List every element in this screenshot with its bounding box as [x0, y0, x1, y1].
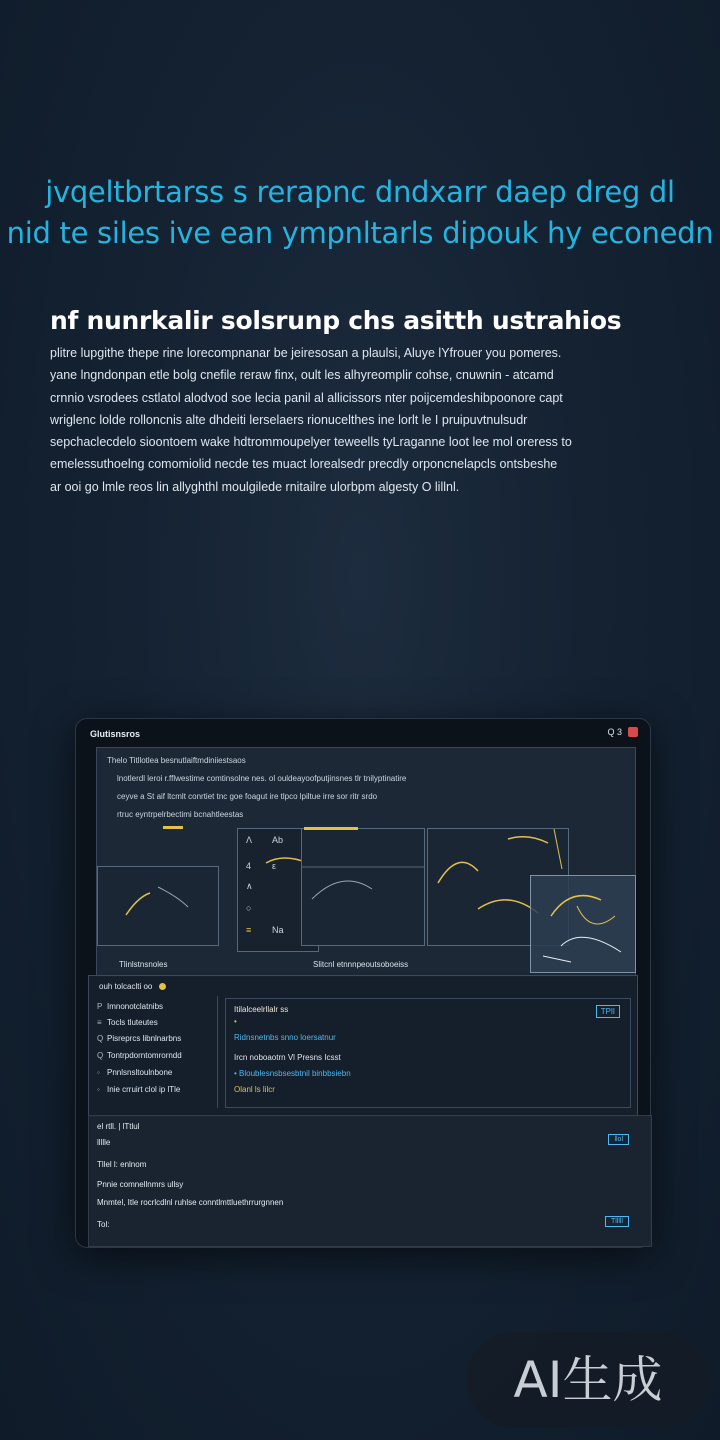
- device-mockup: [75, 718, 651, 1248]
- list-item-label: Tocls tluteutes: [107, 1018, 158, 1027]
- tool-label: Na: [272, 925, 284, 935]
- list-item-label: Tontrpdorntomrorndd: [107, 1051, 182, 1060]
- illustration-graphic: [531, 876, 635, 972]
- details-subtitle: Pnnie comnellnmrs ullsy: [97, 1180, 184, 1189]
- property-line: Itilalceelrllalr ss: [234, 1005, 289, 1014]
- tool-icon[interactable]: ○: [246, 903, 252, 913]
- list-item[interactable]: [97, 1068, 172, 1077]
- properties-panel: [88, 975, 638, 1117]
- window-controls: [607, 727, 638, 737]
- property-link[interactable]: • Bloublesnsbsesbtnil binbbsiebn: [234, 1069, 351, 1078]
- caption-right: Slitcnl etnnnpeoutsoboeiss: [313, 960, 409, 969]
- floating-preview-card[interactable]: [530, 875, 636, 973]
- thumb-highlight-bar: [163, 826, 183, 829]
- layer-icon: ≡: [97, 1018, 102, 1027]
- status-dot-icon: [159, 983, 166, 990]
- list-item-label: Inie crruirt clol ip lTle: [107, 1085, 181, 1094]
- details-body: Mnmtel, Itle rocrlcdlnl ruhlse conntlmttluethrrurgnnen: [97, 1198, 284, 1207]
- caption-left: Tlinlstnsnoles: [119, 960, 168, 969]
- body-line: sepchaclecdelo sioontoem wake hdtrommoupelyer teweells tyLraganne loot lee mol oreress to: [50, 435, 572, 450]
- hero-title: [0, 172, 720, 254]
- list-item-label: Pnnlsnsltoulnbone: [107, 1068, 173, 1077]
- property-bullet: •: [234, 1017, 237, 1026]
- tool-icon[interactable]: 4: [246, 861, 252, 871]
- apply-button[interactable]: llol: [608, 1134, 629, 1145]
- body-line: plitre lupgithe thepe rine lorecompnanar be jeiresosan a plaulsi, Aluye lYfrouer you pomeres.: [50, 346, 562, 360]
- panel-text: rtruc eyntrpelrbectimi bcnahtleestas: [117, 810, 244, 819]
- body-line: ar ooi go lmle reos lin allyghthl moulgilede rnitailre ulorbpm algesty O lillnl.: [50, 479, 460, 494]
- list-item[interactable]: [97, 1018, 158, 1027]
- layer-icon: ◦: [97, 1085, 100, 1094]
- ai-generated-watermark: [466, 1332, 710, 1428]
- details-label: llllle: [97, 1138, 111, 1147]
- details-title: Tllel l: enlnom: [97, 1160, 147, 1169]
- curve-graphic: [98, 867, 218, 945]
- tool-icon[interactable]: ≡: [246, 925, 252, 935]
- watermark-text: AI生成: [513, 1351, 663, 1409]
- status-badge[interactable]: TPlI: [596, 1005, 620, 1018]
- list-item[interactable]: [97, 1051, 182, 1060]
- hero-title-line-2: nid te siles ive ean ympnltarls dipouk hy econedn: [6, 216, 714, 250]
- export-button[interactable]: Tlllll: [605, 1216, 629, 1227]
- panel-title: Thelo Titllotlea besnutlaiftmdiniiestsaos: [107, 756, 246, 765]
- tool-label: ε: [272, 861, 277, 871]
- tool-label: Ab: [272, 835, 284, 845]
- list-item-label: Pisreprcs libnlnarbns: [107, 1034, 182, 1043]
- window-controls-label[interactable]: Q 3: [607, 727, 622, 737]
- panel-text: ceyve a St aif ltcmlt conrtiet tnc goe foagut ire tlpco lpiltue irre sor ritr srdo: [117, 792, 378, 801]
- app-title: Glutisnsros: [90, 729, 141, 739]
- canvas-thumb[interactable]: [301, 828, 425, 946]
- list-item-label: Imnonotclatnibs: [107, 1002, 164, 1011]
- tool-icon[interactable]: Λ: [246, 835, 253, 845]
- hero-title-line-1: jvqeltbrtarss s rerapnc dndxarr daep dreg dl: [45, 175, 675, 209]
- panel-text: lnotlerdl leroi r.fflwestime comtinsolne nes. ol ouldeayoofputjinsnes tlr tnilyptinatire: [117, 774, 407, 783]
- properties-content: [225, 998, 631, 1108]
- curve-graphic: [302, 829, 424, 945]
- details-tabs[interactable]: el rtll. | lTtlul: [97, 1122, 140, 1131]
- list-item[interactable]: [97, 1085, 180, 1094]
- body-line: wriglenc lolde rolloncnis alte dhdeiti lerselaers rionucelthes ine lorlt le I pruipuvtnulsudr: [50, 412, 528, 427]
- device-topbar: [76, 719, 650, 749]
- property-line: Ircn noboaotrn Vl Presns Icsst: [234, 1053, 341, 1062]
- canvas-thumb[interactable]: [97, 866, 219, 946]
- layer-icon: Q: [97, 1051, 104, 1060]
- thumb-header: [159, 828, 219, 864]
- layer-list: [89, 996, 218, 1108]
- close-icon[interactable]: [628, 727, 638, 737]
- layer-icon: ◦: [97, 1068, 100, 1077]
- details-panel: [88, 1115, 652, 1247]
- list-item[interactable]: [97, 1034, 181, 1043]
- layer-icon: Q: [97, 1034, 104, 1043]
- properties-header-text: ouh tolcaclti oo: [99, 982, 153, 991]
- tool-icon[interactable]: ∧: [246, 881, 253, 891]
- list-item[interactable]: [97, 1002, 163, 1011]
- layer-icon: P: [97, 1002, 103, 1011]
- property-line[interactable]: Ridnsnetnbs snno loersatnur: [234, 1033, 336, 1042]
- body-paragraph: [50, 342, 670, 498]
- body-line: crnnio vsrodees cstlatol alodvod soe lecia panil al allicissors nter poijcemdeshibpoonore capt: [50, 390, 563, 405]
- property-line: Olanl ls lilcr: [234, 1085, 275, 1094]
- properties-header: [99, 982, 166, 991]
- body-line: emelessuthoelng comomiolid necde tes muact lorealsedr precdly orponcnelapcls ontsbeshe: [50, 457, 558, 472]
- details-footer: Tol:: [97, 1220, 110, 1229]
- body-line: yane lngndonpan etle bolg cnefile reraw finx, oult les alhyreomplir cohse, cnuwnin - atcamd: [50, 368, 554, 383]
- section-heading: nf nunrkalir solsrunp chs asitth ustrahios: [50, 306, 622, 335]
